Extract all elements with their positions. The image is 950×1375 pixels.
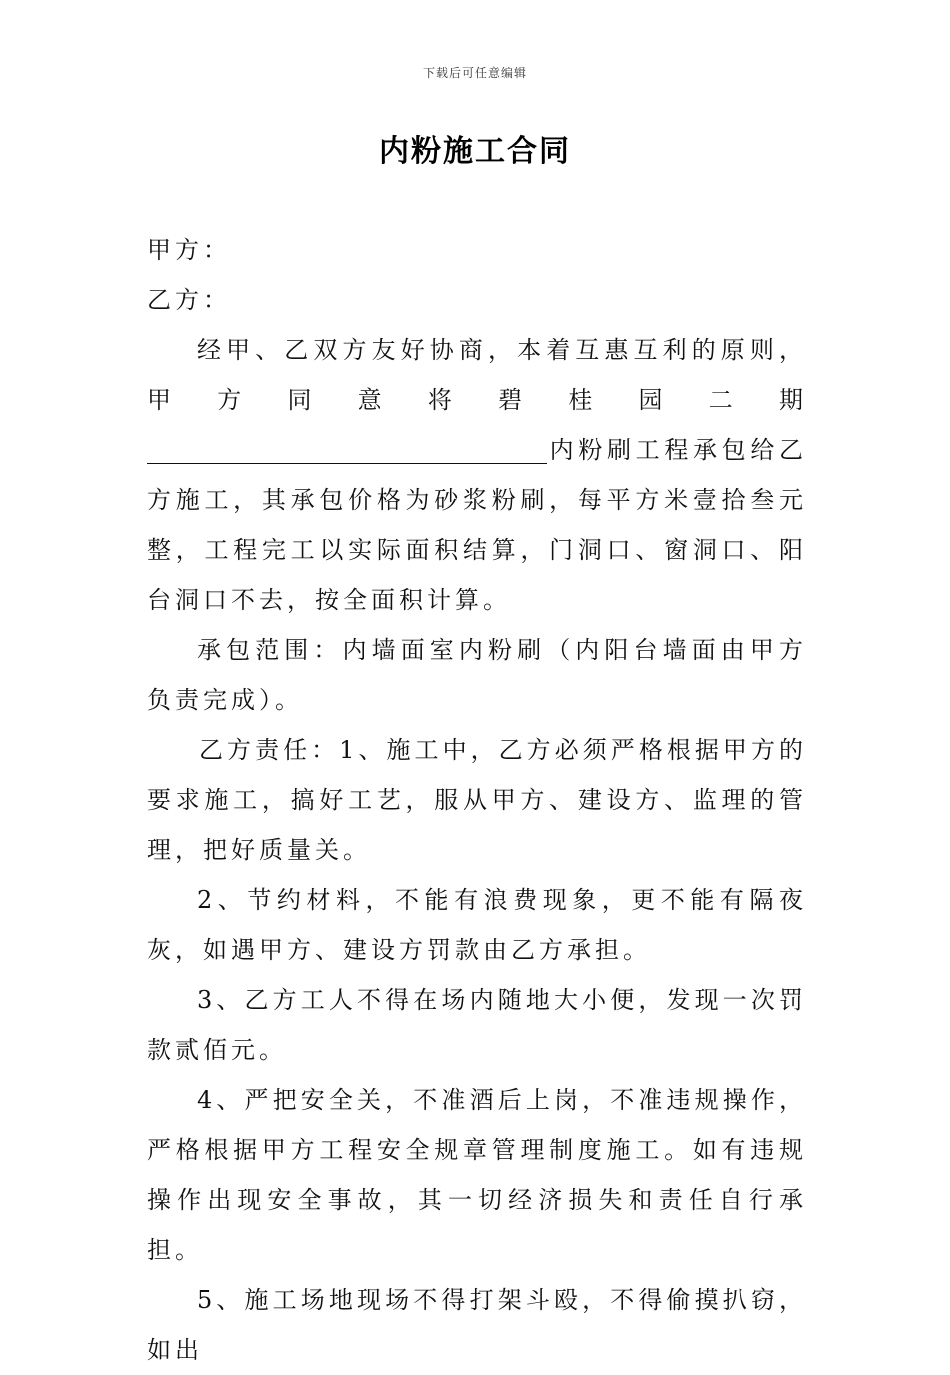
contract-body — [147, 225, 807, 1375]
duty-paragraph-4: 4、严把安全关，不准酒后上岗，不准违规操作，严格根据甲方工程安全规章管理制度施工。如有违规操作出现安全事故，其一切经济损失和责任自行承担。 — [147, 1086, 807, 1264]
duty-paragraph-1: 乙方责任：1、施工中，乙方必须严格根据甲方的要求施工，搞好工艺，服从甲方、建设方、监理的管理，把好质量关。 — [147, 736, 807, 864]
duty-paragraph-3: 3、乙方工人不得在场内随地大小便，发现一次罚款贰佰元。 — [147, 986, 807, 1064]
fill-in-blank — [147, 433, 547, 464]
intro-text-after: 内粉刷工程承包给乙方施工，其承包价格为砂浆粉刷，每平方米壹拾叁元整，工程完工以实际面积结算，门洞口、窗洞口、阳台洞口不去，按全面积计算。 — [147, 436, 807, 614]
intro-text-before: 经甲、乙双方友好协商，本着互惠互利的原则，甲方同意将碧桂园二期 — [147, 336, 807, 414]
document-title: 内粉施工合同 — [379, 134, 571, 169]
duty-paragraph-2: 2、节约材料，不能有浪费现象，更不能有隔夜灰，如遇甲方、建设方罚款由乙方承担。 — [147, 886, 807, 964]
party-b-line: 乙方： — [147, 286, 231, 314]
party-a-line: 甲方： — [147, 236, 231, 264]
intro-paragraph — [147, 325, 807, 625]
scope-paragraph: 承包范围：内墙面室内粉刷（内阳台墙面由甲方负责完成）。 — [147, 636, 807, 714]
duty-paragraph-5: 5、施工场地现场不得打架斗殴，不得偷摸扒窃，如出 — [147, 1286, 807, 1364]
header-note: 下载后可任意编辑 — [422, 66, 527, 80]
